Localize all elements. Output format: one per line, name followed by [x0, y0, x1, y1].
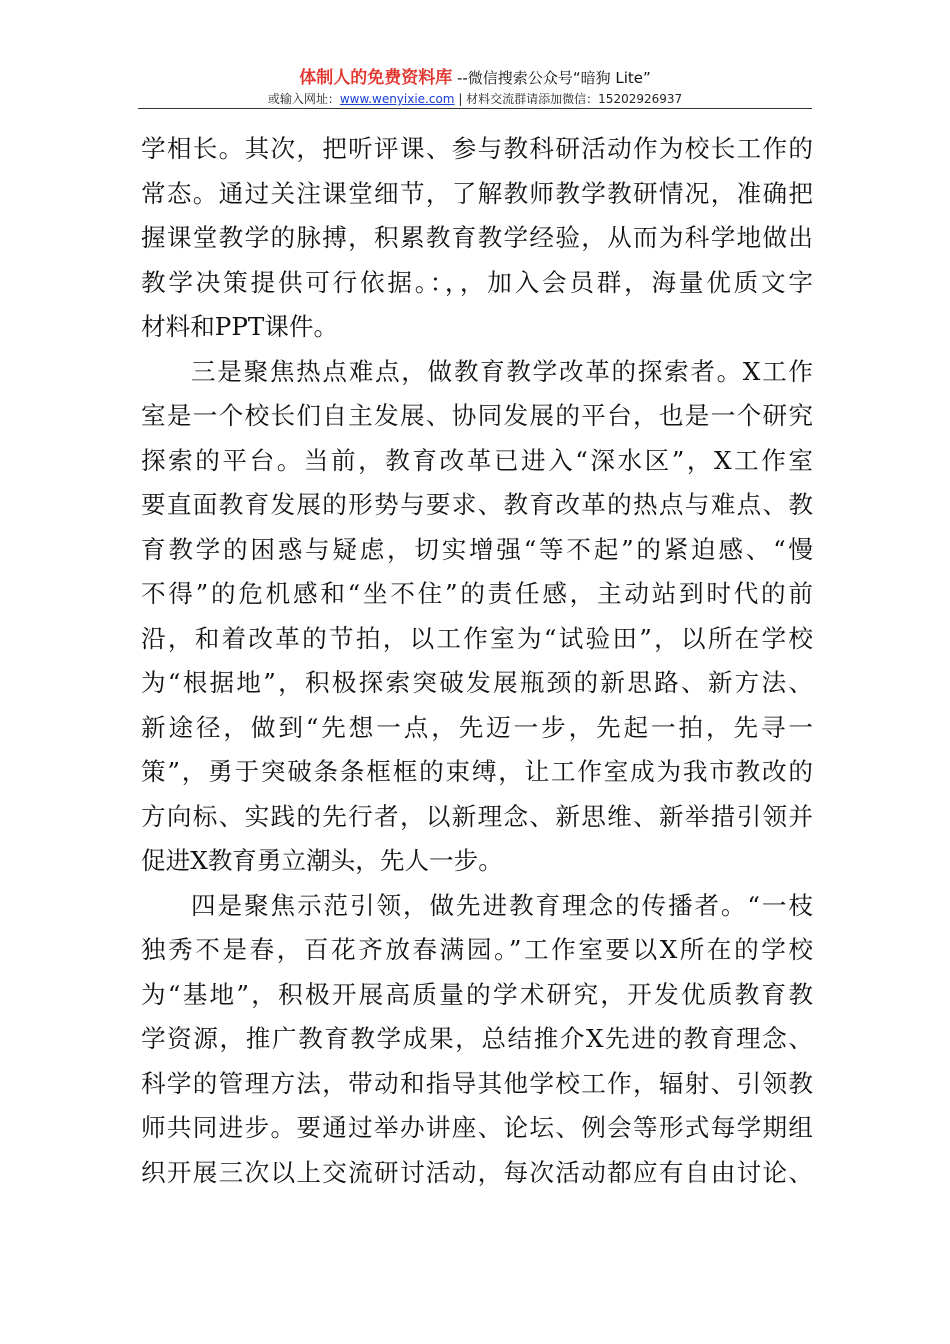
text-line: 师共同进步。要通过举办讲座、论坛、例会等形式每学期组 — [141, 1113, 813, 1142]
text-line: 学相长。其次，把听评课、参与教科研活动作为校长工作的 — [141, 134, 813, 163]
text-line: 四是聚焦示范引领，做先进教育理念的传播者。“一枝 — [191, 890, 813, 920]
text-line: 探索的平台。当前，教育改革已进入“深水区”，X工作室 — [141, 445, 813, 475]
text-line: 育教学的困惑与疑虑，切实增强“等不起”的紧迫感、“慢 — [141, 534, 813, 564]
text-line: 策”，勇于突破条条框框的束缚，让工作室成为我市教改的 — [141, 757, 813, 786]
text-line: 方向标、实践的先行者，以新理念、新思维、新举措引领并 — [141, 801, 813, 831]
page-header — [0, 68, 950, 107]
text-line: 独秀不是春，百花齐放春满园。”工作室要以X所在的学校 — [141, 935, 813, 964]
paragraph-3 — [141, 884, 813, 1196]
text-line: 新途径，做到“先想一点，先迈一步，先起一拍，先寻一 — [141, 712, 813, 742]
text-line: 材料和PPT课件。 — [141, 312, 339, 341]
text-line: 为“根据地”，积极探索突破发展瓶颈的新思路、新方法、 — [141, 668, 813, 697]
text-line: 常态。通过关注课堂细节，了解教师教学教研情况，准确把 — [141, 178, 813, 208]
paragraph-1 — [141, 127, 813, 350]
header-url-prefix: 或输入网址： — [267, 92, 340, 106]
text-line: 沿，和着改革的节拍，以工作室为“试验田”，以所在学校 — [141, 623, 813, 653]
text-line: 织开展三次以上交流研讨活动，每次活动都应有自由讨论、 — [141, 1157, 813, 1187]
header-tagline: --微信搜索公众号“暗狗 Lite” — [452, 69, 651, 87]
header-title-line — [0, 68, 950, 88]
paragraph-2 — [141, 350, 813, 884]
text-line: 为“基地”，积极开展高质量的学术研究，开发优质教育教 — [141, 979, 813, 1009]
header-contact-line — [0, 91, 950, 107]
header-contact: | 材料交流群请添加微信：15202926937 — [454, 92, 683, 106]
header-brand: 体制人的免费资料库 — [299, 68, 453, 88]
text-line: 不得”的危机感和“坐不住”的责任感，主动站到时代的前 — [141, 579, 813, 608]
text-line: 握课堂教学的脉搏，积累教育教学经验，从而为科学地做出 — [141, 223, 813, 252]
text-line: 教学决策提供可行依据。：，，加入会员群，海量优质文字 — [141, 267, 813, 297]
header-divider — [138, 108, 812, 109]
text-line: 促进X教育勇立潮头，先人一步。 — [141, 846, 503, 875]
document-body — [141, 127, 813, 1195]
text-line: 室是一个校长们自主发展、协同发展的平台，也是一个研究 — [141, 401, 813, 430]
text-line: 要直面教育发展的形势与要求、教育改革的热点与难点、教 — [141, 490, 813, 519]
text-line: 学资源，推广教育教学成果，总结推介X先进的教育理念、 — [141, 1024, 813, 1053]
text-line: 三是聚焦热点难点，做教育教学改革的探索者。X工作 — [191, 356, 813, 386]
header-url-link[interactable]: www.wenyixie.com — [339, 92, 455, 106]
text-line: 科学的管理方法，带动和指导其他学校工作，辐射、引领教 — [141, 1068, 813, 1098]
